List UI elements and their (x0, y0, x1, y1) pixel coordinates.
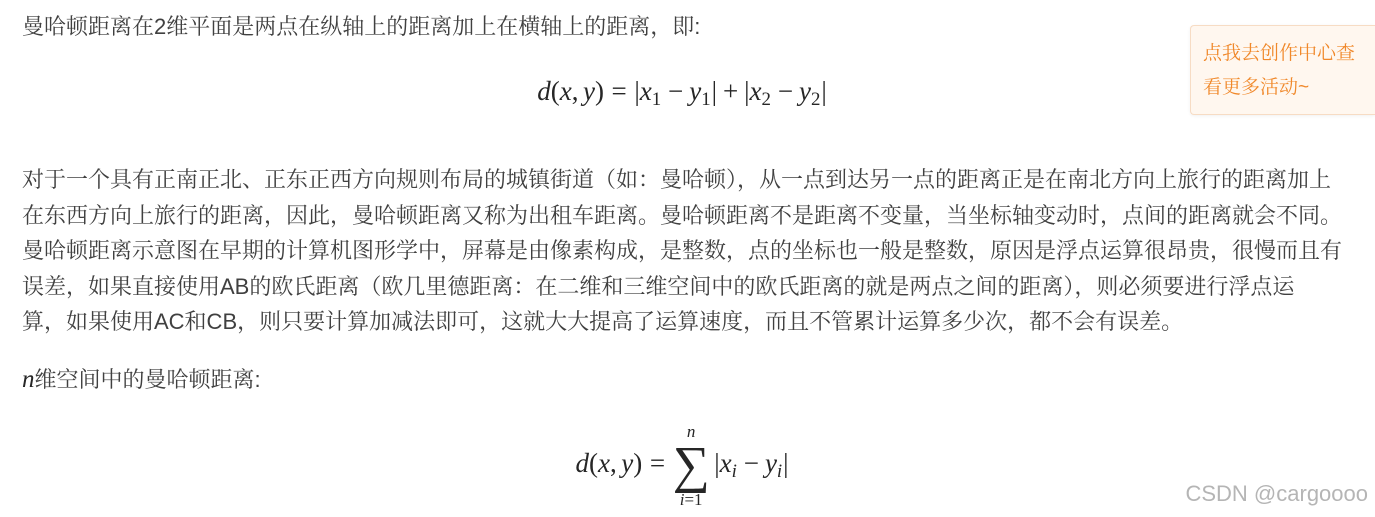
formula-nd-expression (575, 422, 788, 510)
description-line: 曼哈顿距离示意图在早期的计算机图形学中，屏幕是由像素构成，是整数，点的坐标也一般是整数，原因是浮点运算很昂贵，很慢而且有 (22, 238, 1343, 264)
formula-nd-manhattan (22, 418, 1342, 514)
description-line: 误差，如果直接使用AB的欧氏距离（欧几里德距离：在二维和三维空间中的欧氏距离的就是两点之间的距离），则必须要进行浮点运 (22, 273, 1295, 299)
intro-paragraph: 曼哈顿距离在2维平面是两点在纵轴上的距离加上在横轴上的距离，即: (22, 14, 701, 39)
math-equals-sign: = (611, 75, 627, 106)
math-variable: i (679, 490, 685, 509)
math-abs-bar: | (711, 75, 717, 106)
math-variable: y (689, 75, 702, 106)
math-variable: d (575, 448, 589, 479)
math-comma: , (571, 75, 579, 106)
csdn-watermark: CSDN @cargoooo (1185, 481, 1368, 506)
math-subscript (777, 461, 782, 482)
n-dimensional-intro (22, 362, 261, 398)
math-minus-sign: − (668, 75, 684, 106)
formula-2d-expression (537, 75, 827, 112)
math-subscript (811, 89, 820, 110)
math-number: 1 (701, 88, 711, 110)
math-variable: d (537, 75, 551, 106)
math-open-paren: ( (588, 448, 598, 479)
math-variable: y (764, 448, 777, 479)
math-variable: i (731, 461, 737, 483)
math-variable: i (776, 461, 783, 483)
math-equals-sign: = (649, 448, 666, 479)
summation-symbol: ∑ (672, 437, 710, 494)
math-variable: n (686, 422, 696, 441)
math-equals-sign: = (684, 490, 695, 509)
math-variable: x (749, 75, 762, 106)
n-dimensional-intro-text: 维空间中的曼哈顿距离: (34, 367, 261, 392)
math-variable: n (22, 366, 35, 393)
math-comma: , (609, 448, 617, 479)
math-minus-sign: − (743, 448, 759, 479)
math-minus-sign: − (777, 75, 794, 106)
math-variable: x (597, 448, 610, 479)
math-abs-bar: | (634, 75, 640, 106)
math-close-paren: ) (595, 75, 604, 106)
math-subscript (762, 89, 771, 110)
math-variable: x (639, 75, 652, 106)
summation-lower-limit (680, 490, 703, 510)
math-abs-bar: | (821, 75, 827, 106)
math-subscript (701, 89, 710, 110)
math-open-paren: ( (550, 75, 560, 106)
description-line: 算，如果使用AC和CB，则只要计算加减法即可，这就大大提高了运算速度，而且不管累计运算多少次，都不会有误差。 (22, 309, 1184, 335)
math-number: 1 (694, 490, 703, 509)
description-paragraph (22, 162, 1342, 340)
math-variable: y (583, 75, 595, 106)
math-abs-bar: | (744, 75, 750, 106)
math-variable: x (719, 448, 732, 479)
math-abs-bar: | (783, 448, 789, 479)
summation-operator (673, 422, 710, 510)
description-line: 对于一个具有正南正北、正东正西方向规则布局的城镇街道（如：曼哈顿），从一点到达另一点的距离正是在南北方向上旅行的距离加上 (22, 167, 1332, 192)
math-abs-bar: | (714, 448, 720, 479)
math-plus-sign: + (722, 75, 739, 106)
creator-center-promo-tooltip[interactable] (1190, 25, 1375, 115)
math-number: 1 (651, 88, 662, 110)
promo-text[interactable]: 点我去创作中心查看更多活动~ (1203, 43, 1356, 98)
math-variable: y (621, 448, 634, 479)
math-variable: y (799, 75, 811, 106)
math-subscript (732, 461, 737, 482)
math-close-paren: ) (633, 448, 643, 479)
math-variable: x (559, 75, 572, 106)
math-number: 2 (761, 88, 771, 110)
formula-2d-manhattan (22, 70, 1342, 116)
math-number: 2 (810, 88, 821, 110)
description-line: 在东西方向上旅行的距离，因此，曼哈顿距离又称为出租车距离。曼哈顿距离不是距离不变量，当坐标轴变动时，点间的距离就会不同。 (22, 202, 1343, 228)
math-subscript (652, 89, 661, 110)
